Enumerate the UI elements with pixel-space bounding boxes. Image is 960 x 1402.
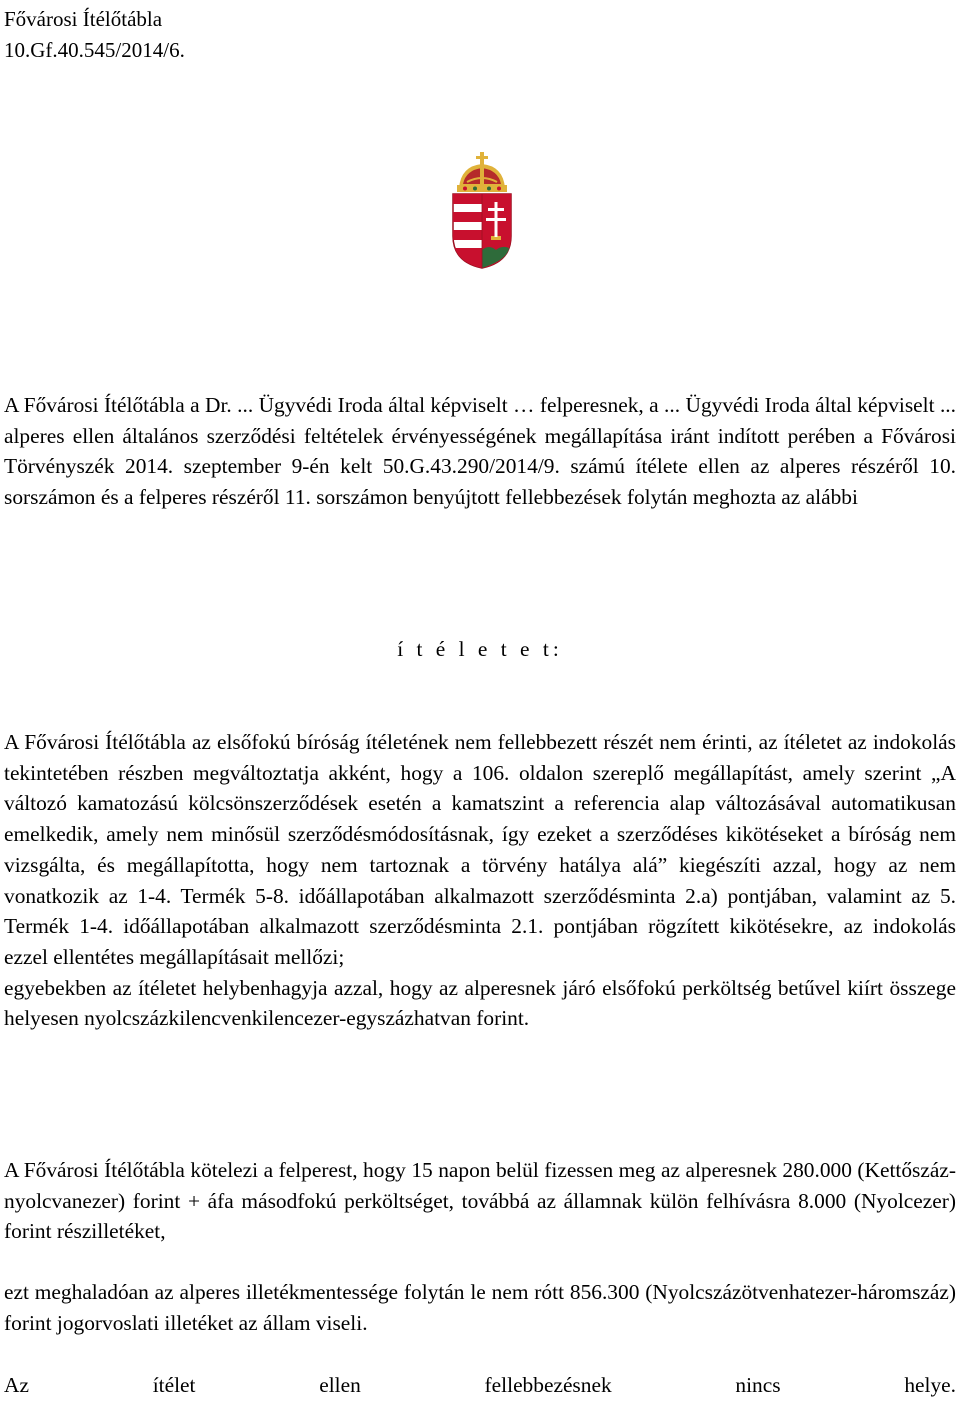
case-number: 10.Gf.40.545/2014/6. <box>4 38 185 62</box>
verdict-paragraph: egyebekben az ítéletet helybenhagyja azzal, hogy az alperesnek járó elsőfokú perköltség betűvel kiírt összege helyesen nyolcszázkilencvenkilencezer-egyszázhatvan forint. <box>4 975 956 1031</box>
costs-paragraph: A Fővárosi Ítélőtábla kötelezi a felperest, hogy 15 napon belül fizessen meg az alperesnek 280.000 (Kettőszáz-nyolcvanezer) forint + áfa másodfokú perköltséget, továbbá az államnak külön felhívásra 8.000 (Nyolcezer) forint részilletéket, <box>4 1158 956 1244</box>
fee-paragraph: ezt meghaladóan az alperes illetékmentessége folytán le nem rótt 856.300 (Nyolcszázötvenhatezer-háromszáz) forint jogorvoslati illetéket az állam viseli. <box>4 1280 956 1335</box>
hungarian-coat-of-arms-icon <box>447 152 517 270</box>
apostolic-cross <box>476 152 488 166</box>
holy-crown <box>457 164 507 192</box>
document-header <box>4 4 185 66</box>
intro-paragraph: A Fővárosi Ítélőtábla a Dr. ... Ügyvédi Iroda által képviselt … felperesnek, a ... Ügyvédi Iroda által képviselt ... alperes ellen általános szerződési feltételek érvényességének megállapítása iránt indított perében a Fővárosi Törvényszék 2014. szeptember 9-én kelt 50.G.43.290/2014/9. számú ítélete ellen az alperes részéről 10. sorszámon és a felperes részéről 11. sorszámon benyújtott fellebbezések folytán meghozta az alábbi <box>4 393 956 509</box>
shield <box>453 194 511 270</box>
court-name: Fővárosi Ítélőtábla <box>4 7 163 31</box>
verdict-operative-part <box>4 727 956 1034</box>
verdict-title: í t é l e t e t: <box>397 637 563 661</box>
final-paragraph: Az ítélet ellen fellebbezésnek nincs helye. <box>4 1373 956 1397</box>
verdict-paragraph: A Fővárosi Ítélőtábla az elsőfokú bíróság ítéletének nem fellebbezett részét nem érinti, az ítéletet az indokolás tekintetében részben megváltoztatja akként, hogy a 106. oldalon szereplő megállapítást, amely szerint „A változó kamatozású kölcsönszerződések esetén a kamatszint a referencia alap változásával automatikusan emelkedik, amely nem minősül szerződésmódosításnak, így ezeket a szerződéses kikötéseket a bíróság nem vizsgálta, és megállapította, hogy nem tartoznak a törvény hatálya alá” kiegészíti azzal, hogy az nem vonatkozik az 1-4. Termék 5-8. időállapotában alkalmazott szerződésminta 2.a) pontjában, valamint az 5. Termék 1-4. időállapotában alkalmazott szerződésminta 2.1. pontjában rögzített kikötésekre, az indokolás ezzel ellentétes megállapításait mellőzi; <box>4 730 956 969</box>
